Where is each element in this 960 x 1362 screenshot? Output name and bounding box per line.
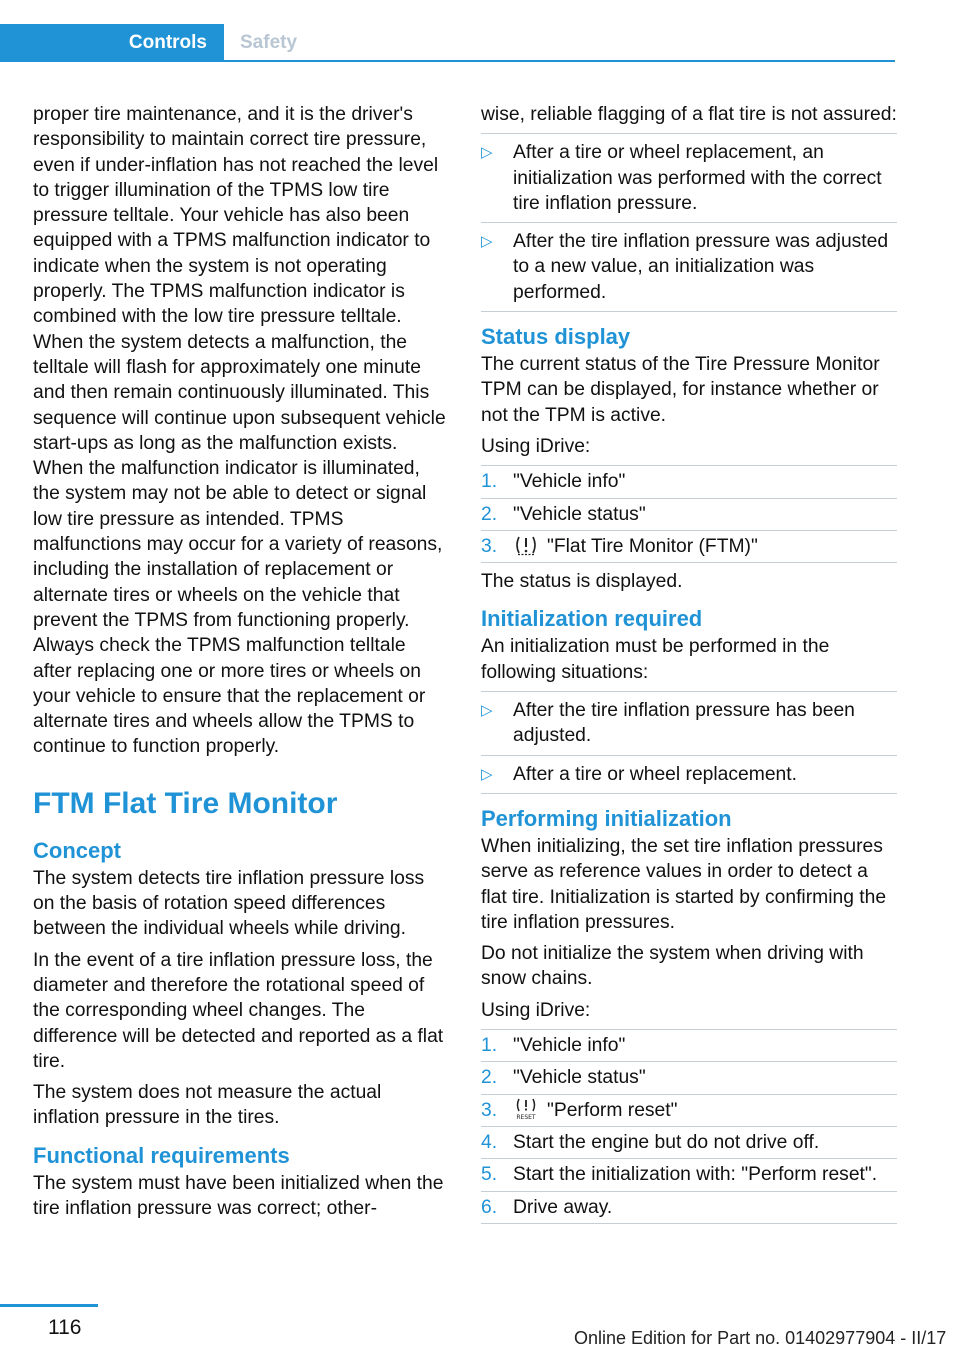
header-bar	[0, 0, 960, 62]
list-item-text: After the tire inflation pressure has been adjusted.	[513, 700, 855, 747]
continuation-paragraph: wise, reliable flagging of a flat tire is not assured:	[481, 104, 897, 125]
list-item-text: After the tire inflation pressure was adjusted to a new value, an initialization was performed.	[513, 231, 889, 303]
step-number: 6.	[481, 1196, 498, 1218]
functional-requirements-heading: Functional requirements	[33, 1142, 290, 1168]
footer-rule	[0, 1304, 98, 1307]
step-number: 2.	[481, 1067, 498, 1089]
list-item	[481, 1029, 897, 1062]
list-item	[481, 133, 897, 223]
status-steps-list	[481, 465, 897, 563]
status-result: The status is displayed.	[481, 571, 683, 593]
triangle-bullet-icon: ▷	[481, 765, 493, 783]
concept-paragraph-1: The system detects tire inflation pressure loss on the basis of rotation speed differences between the individual wheels while driving.	[33, 867, 425, 940]
step-number: 1.	[481, 1035, 498, 1057]
concept-paragraph-3: The system does not measure the actual inflation pressure in the tires.	[33, 1082, 382, 1129]
list-item	[481, 1095, 897, 1127]
flat-tire-warning-icon	[513, 534, 539, 556]
section-title: FTM Flat Tire Monitor	[33, 786, 338, 820]
list-item	[481, 1062, 897, 1094]
perf-paragraph-2: Do not initialize the system when driving with snow chains.	[481, 943, 864, 990]
list-item	[481, 1192, 897, 1224]
list-item	[481, 465, 897, 498]
list-item-text: After a tire or wheel replacement, an initialization was performed with the correct tire inflation pressure.	[513, 142, 882, 214]
status-display-heading: Status display	[481, 324, 631, 350]
step-text: Start the initialization with: "Perform reset".	[513, 1164, 878, 1186]
tire-reset-icon	[513, 1098, 539, 1120]
right-column	[481, 102, 897, 1230]
step-text: "Vehicle status"	[513, 503, 646, 525]
list-item	[481, 223, 897, 312]
init-situations-list	[481, 691, 897, 794]
triangle-bullet-icon: ▷	[481, 233, 493, 251]
step-number: 3.	[481, 1099, 498, 1121]
header-rule	[0, 60, 895, 62]
list-item	[481, 499, 897, 531]
list-item	[481, 1159, 897, 1191]
list-item	[481, 531, 897, 563]
step-number: 3.	[481, 535, 498, 557]
list-item-text: After a tire or wheel replacement.	[513, 763, 797, 785]
assurance-conditions-list	[481, 133, 897, 312]
init-required-paragraph: An initialization must be performed in the following situations:	[481, 636, 830, 683]
step-text: "Perform reset"	[547, 1099, 678, 1121]
step-text: "Flat Tire Monitor (FTM)"	[547, 535, 758, 557]
list-item	[481, 1127, 897, 1159]
triangle-bullet-icon: ▷	[481, 144, 493, 162]
initialization-required-heading: Initialization required	[481, 606, 703, 632]
list-item	[481, 756, 897, 794]
step-text: "Vehicle info"	[513, 1035, 626, 1057]
step-number: 2.	[481, 503, 498, 525]
svg-text:RESET: RESET	[516, 1113, 536, 1120]
functional-paragraph: The system must have been initialized when the tire inflation pressure was correct; other-	[33, 1172, 444, 1219]
step-number: 4.	[481, 1131, 498, 1153]
step-number: 5.	[481, 1164, 498, 1186]
step-text: Start the engine but do not drive off.	[513, 1131, 820, 1153]
perform-reset-steps-list	[481, 1029, 897, 1224]
perf-paragraph-1: When initializing, the set tire inflation pressures serve as reference values in order to detect a flat tire. Initialization is started by confirming the tire inflation pressures.	[481, 835, 887, 933]
edition-note: Online Edition for Part no. 01402977904 - II/17	[574, 1328, 947, 1348]
intro-paragraph: proper tire maintenance, and it is the driver's responsibility to maintain correct tire pressure, even if under-inflation has not reached the level to trigger illumination of the TPMS low tire pressure telltale. Your vehicle has also been equipped with a TPMS malfunction indicator to indicate when the system is not operating properly. The TPMS malfunction indicator is combined with the low tire pressure telltale. When the system detects a malfunction, the telltale will flash for approximately one minute and then remain continuously illuminated. This sequence will continue upon subsequent vehicle start-ups as long as the malfunction exists. When the malfunction indicator is illuminated, the system may not be able to detect or signal low tire pressure as intended. TPMS malfunctions may occur for a variety of reasons, including the installation of replacement or alternate tires or wheels on the vehicle that prevent the TPMS from functioning properly. Always check the TPMS malfunction telltale after replacing one or more tires or wheels on your vehicle to ensure that the replacement or alternate tires and wheels allow the TPMS to continue to function properly.	[33, 104, 446, 758]
concept-paragraph-2: In the event of a tire inflation pressure loss, the diameter and therefore the rotational speed of the corresponding wheel changes. The difference will be detected and reported as a flat tire.	[33, 949, 444, 1072]
page-number: 116	[48, 1316, 82, 1339]
step-text: "Vehicle status"	[513, 1067, 646, 1089]
concept-heading: Concept	[33, 837, 121, 863]
list-item	[481, 691, 897, 756]
left-column	[33, 102, 449, 1227]
step-number: 1.	[481, 471, 498, 493]
step-text: "Vehicle info"	[513, 471, 626, 493]
tab-controls[interactable]: Controls	[0, 24, 224, 62]
status-using-idrive: Using iDrive:	[481, 435, 591, 457]
perf-using-idrive: Using iDrive:	[481, 999, 591, 1021]
status-paragraph: The current status of the Tire Pressure Monitor TPM can be displayed, for instance whether or not the TPM is active.	[481, 354, 880, 426]
step-text: Drive away.	[513, 1196, 613, 1218]
tab-safety[interactable]: Safety	[240, 32, 298, 53]
triangle-bullet-icon: ▷	[481, 702, 493, 720]
performing-initialization-heading: Performing initialization	[481, 805, 732, 831]
